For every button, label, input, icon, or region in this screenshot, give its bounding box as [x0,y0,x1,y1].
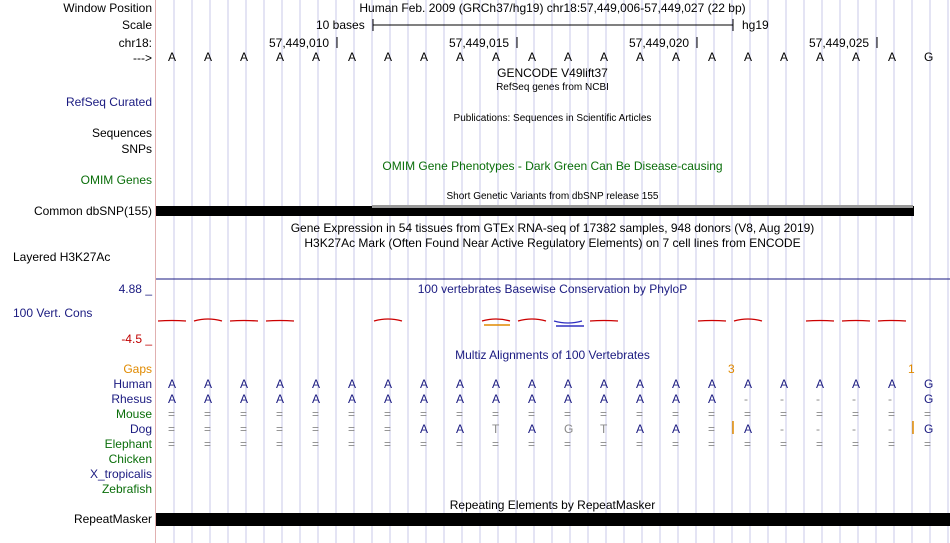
phylop-glyph [806,321,834,322]
alignment-base: G [564,422,574,436]
scale-label: Scale [121,18,152,32]
base-letter: A [168,50,177,64]
alignment-base: A [528,377,537,391]
alignment-base: A [420,377,429,391]
alignment-base: = [708,422,716,436]
snps-track-label[interactable]: SNPs [121,142,152,156]
base-letter: A [492,50,501,64]
gaps-label: Gaps [123,362,152,376]
alignment-base: A [168,377,177,391]
repeatmasker-track-title[interactable]: Repeating Elements by RepeatMasker [449,498,656,512]
alignment-base: = [312,437,320,451]
window-position-label: Window Position [63,1,152,15]
base-letter: A [636,50,645,64]
alignment-base: A [708,377,717,391]
alignment-base: A [420,422,429,436]
alignment-base: = [168,437,176,451]
alignment-base: = [312,407,320,421]
multiz-track-title[interactable]: Multiz Alignments of 100 Vertebrates [455,348,650,362]
alignment-base: A [564,392,573,406]
base-letter: A [564,50,573,64]
base-letter: A [276,50,285,64]
alignment-base: = [276,407,284,421]
phylop-glyph [194,319,222,321]
alignment-base: = [708,407,716,421]
alignment-base: = [240,437,248,451]
chrom-label: chr18: [118,36,152,50]
alignment-base: A [420,392,429,406]
alignment-base: = [744,437,752,451]
alignment-base: A [600,392,609,406]
h3k27ac-track-title[interactable]: H3K27Ac Mark (Often Found Near Active Regulatory Elements) on 7 cell lines from ENCODE [304,236,801,250]
phylop-glyph [554,321,582,323]
species-mouse[interactable]: Mouse [115,407,152,421]
position-tick-label: 57,449,015 [449,36,510,50]
phylop-track-title[interactable]: 100 vertebrates Basewise Conservation by PhyloP [417,282,688,296]
alignment-base: = [600,407,608,421]
alignment-base: = [204,437,212,451]
publications-track-title[interactable]: Publications: Sequences in Scientific Articles [453,113,652,124]
alignment-base: = [636,407,644,421]
alignment-base: - [780,392,784,406]
alignment-base: = [888,437,896,451]
sequences-track-label[interactable]: Sequences [91,126,152,140]
species-zebrafish[interactable]: Zebrafish [101,482,152,496]
alignment-base: G [924,377,934,391]
species-rhesus[interactable]: Rhesus [111,392,152,406]
base-letter: A [240,50,249,64]
repeatmasker-feature-bar[interactable] [156,513,950,526]
alignment-base: A [528,392,537,406]
phylop-track-label[interactable]: 100 Vert. Cons [13,306,93,320]
alignment-base: A [636,422,645,436]
alignment-base: - [888,422,892,436]
alignment-base: G [924,392,934,406]
gap-count: 3 [728,362,735,376]
alignment-base: - [816,422,820,436]
alignment-base: = [816,437,824,451]
alignment-base: A [456,377,465,391]
alignment-base: A [348,392,357,406]
alignment-base: = [852,407,860,421]
alignment-base: = [780,437,788,451]
gencode-track-title[interactable]: GENCODE V49lift37 [497,66,608,80]
phylop-glyph [230,321,258,322]
phylop-glyph [878,321,906,322]
alignment-base: = [384,407,392,421]
phylop-glyph [698,321,726,322]
species-x-tropicalis[interactable]: X_tropicalis [89,467,152,481]
base-letter: A [204,50,213,64]
base-letter: G [924,50,934,64]
alignment-base: = [168,422,176,436]
base-letter: A [456,50,465,64]
alignment-base: = [780,407,788,421]
base-letter: A [672,50,681,64]
alignment-base: A [564,377,573,391]
alignment-base: A [528,422,537,436]
alignment-base: T [600,422,608,436]
alignment-base: A [312,377,321,391]
alignment-base: = [528,437,536,451]
alignment-base: G [924,422,934,436]
alignment-base: A [384,377,393,391]
species-elephant[interactable]: Elephant [104,437,152,451]
alignment-base: = [600,437,608,451]
base-letter: A [708,50,717,64]
alignment-base: A [636,392,645,406]
alignment-base: A [276,377,285,391]
alignment-base: = [852,437,860,451]
alignment-base: = [924,437,932,451]
alignment-base: = [312,422,320,436]
base-letter: A [744,50,753,64]
base-letter: A [600,50,609,64]
alignment-base: A [708,392,717,406]
alignment-base: A [240,392,249,406]
base-letter: A [816,50,825,64]
alignment-base: = [492,437,500,451]
phylop-glyph [266,321,294,322]
alignment-base: - [888,392,892,406]
alignment-base: A [744,422,753,436]
phylop-glyph [482,319,510,321]
strand-label: ---> [133,51,152,65]
alignment-base: A [168,392,177,406]
alignment-base: A [888,377,897,391]
alignment-base: - [816,392,820,406]
h3k27ac-track-label[interactable]: Layered H3K27Ac [13,250,111,264]
alignment-base: = [924,407,932,421]
alignment-base: A [492,377,501,391]
phylop-glyph [518,319,546,321]
phylop-glyph [158,321,186,322]
alignment-base: A [384,392,393,406]
alignment-base: = [240,407,248,421]
phylop-min-label: -4.5 _ [121,332,152,346]
base-letter: A [852,50,861,64]
phylop-glyph [842,321,870,322]
alignment-base: A [672,377,681,391]
position-tick-label: 57,449,025 [809,36,870,50]
dbsnp-track-title[interactable]: Short Genetic Variants from dbSNP release 155 [446,191,659,202]
alignment-base: = [672,407,680,421]
alignment-base: T [492,422,500,436]
alignment-base: = [384,422,392,436]
alignment-base: A [456,422,465,436]
species-human[interactable]: Human [113,377,152,391]
alignment-base: = [816,407,824,421]
alignment-base: A [276,392,285,406]
alignment-base: A [780,377,789,391]
alignment-base: A [312,392,321,406]
base-letter: A [348,50,357,64]
alignment-base: A [636,377,645,391]
position-tick-label: 57,449,010 [269,36,330,50]
alignment-base: = [348,422,356,436]
alignment-base: = [168,407,176,421]
window-position-value: Human Feb. 2009 (GRCh37/hg19) chr18:57,449,006-57,449,027 (22 bp) [359,1,746,15]
alignment-base: = [564,437,572,451]
alignment-base: A [672,422,681,436]
refseq-track-subtitle: RefSeq genes from NCBI [496,82,609,93]
alignment-base: = [204,407,212,421]
position-tick-label: 57,449,020 [629,36,690,50]
alignment-base: A [456,392,465,406]
base-letter: A [384,50,393,64]
alignment-base: A [348,377,357,391]
base-letter: A [312,50,321,64]
alignment-base: = [492,407,500,421]
alignment-base: - [852,392,856,406]
alignment-base: = [276,422,284,436]
alignment-base: A [492,392,501,406]
alignment-base: = [672,437,680,451]
alignment-base: A [600,377,609,391]
alignment-base: = [204,422,212,436]
gap-count: 1 [908,362,915,376]
dbsnp-track-label[interactable]: Common dbSNP(155) [33,204,152,218]
dbsnp-variant-band [372,205,913,208]
phylop-glyph [374,319,402,321]
refseq-track-label[interactable]: RefSeq Curated [65,95,152,109]
alignment-base: = [276,437,284,451]
alignment-base: = [456,407,464,421]
alignment-base: = [240,422,248,436]
alignment-base: = [456,437,464,451]
gtex-track-title[interactable]: Gene Expression in 54 tissues from GTEx RNA-seq of 17382 samples, 948 donors (V8, Aug 2019) [290,221,815,235]
alignment-base: - [780,422,784,436]
alignment-base: = [420,407,428,421]
alignment-base: = [528,407,536,421]
phylop-glyph [734,319,762,321]
alignment-base: = [348,407,356,421]
alignment-base: A [240,377,249,391]
alignment-base: = [636,437,644,451]
base-letter: A [420,50,429,64]
scale-assembly: hg19 [742,18,769,32]
base-letter: A [780,50,789,64]
base-letter: A [888,50,897,64]
alignment-base: A [744,377,753,391]
alignment-base: = [348,437,356,451]
omim-track-title[interactable]: OMIM Gene Phenotypes - Dark Green Can Be Disease-causing [382,159,723,173]
phylop-glyph [590,321,618,322]
scale-bases: 10 bases [316,18,365,32]
phylop-max-label: 4.88 _ [118,282,152,296]
alignment-base: = [384,437,392,451]
alignment-base: = [744,407,752,421]
alignment-base: - [744,392,748,406]
alignment-base: A [672,392,681,406]
alignment-base: A [852,377,861,391]
base-letter: A [528,50,537,64]
alignment-base: A [204,392,213,406]
omim-track-label[interactable]: OMIM Genes [80,173,152,187]
species-chicken[interactable]: Chicken [108,452,152,466]
alignment-base: - [852,422,856,436]
alignment-base: = [888,407,896,421]
alignment-base: = [564,407,572,421]
repeatmasker-track-label[interactable]: RepeatMasker [73,512,152,526]
alignment-base: A [204,377,213,391]
alignment-base: = [708,437,716,451]
alignment-base: A [816,377,825,391]
species-dog[interactable]: Dog [129,422,152,436]
alignment-base: = [420,437,428,451]
